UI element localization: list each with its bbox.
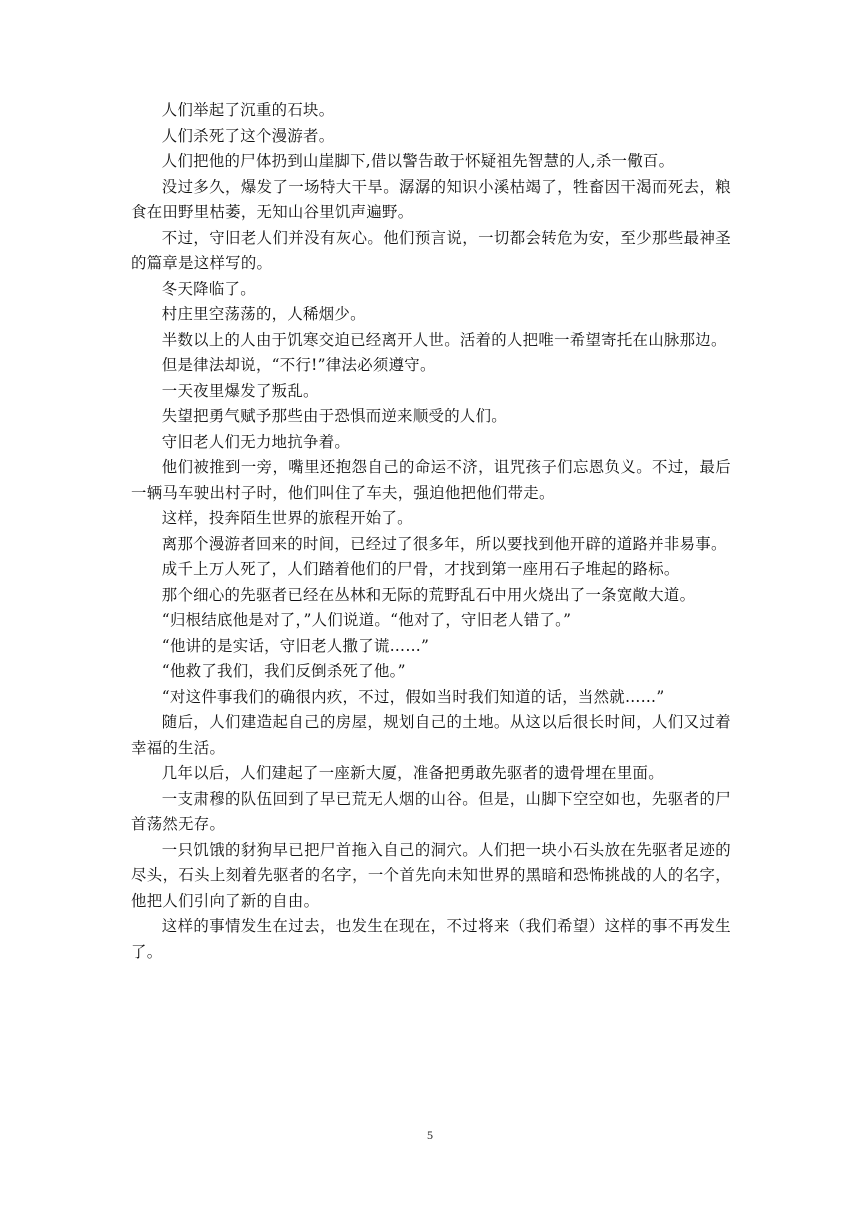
paragraph: 不过，守旧老人们并没有灰心。他们预言说，一切都会转危为安，至少那些最神圣的篇章是这样写的。 [131, 228, 731, 272]
paragraph: 几年以后，人们建起了一座新大厦，准备把勇敢先驱者的遗骨埋在里面。 [161, 764, 664, 782]
page-number: 5 [427, 1128, 433, 1142]
paragraph: 他们被推到一旁，嘴里还抱怨自己的命运不济，诅咒孩子们忘恩负义。不过，最后一辆马车驶出村子时，他们叫住了车夫，强迫他把他们带走。 [131, 458, 731, 502]
paragraph: 一支肃穆的队伍回到了早已荒无人烟的山谷。但是，山脚下空空如也，先驱者的尸首荡然无存。 [131, 789, 731, 833]
paragraph: 离那个漫游者回来的时间，已经过了很多年，所以要找到他开辟的道路并非易事。 [161, 534, 727, 553]
page-body [131, 98, 731, 965]
paragraph: 那个细心的先驱者已经在丛林和无际的荒野乱石中用火烧出了一条宽敞大道。 [161, 585, 696, 604]
paragraph: 村庄里空荡荡的，人稀烟少。 [161, 305, 366, 323]
paragraph: 没过多久，爆发了一场特大干旱。潺潺的知识小溪枯竭了，牲畜因干渴而死去，粮食在田野里枯萎，无知山谷里饥声遍野。 [131, 177, 731, 221]
paragraph: 但是律法却说，“不行!”律法必须遵守。 [161, 356, 436, 374]
paragraph: 冬天降临了。 [161, 279, 256, 298]
paragraph: 这样，投奔陌生世界的旅程开始了。 [161, 509, 413, 527]
dialogue-line: “归根结底他是对了，”人们说道。“他对了，守旧老人错了。” [161, 611, 572, 629]
paragraph: 一天夜里爆发了叛乱。 [161, 381, 319, 400]
dialogue-line: “他讲的是实话，守旧老人撒了谎……” [161, 636, 430, 655]
paragraph: 人们杀死了这个漫游者。 [161, 126, 335, 145]
paragraph: 人们举起了沉重的石块。 [161, 101, 335, 119]
paragraph: 半数以上的人由于饥寒交迫已经离开人世。活着的人把唯一希望寄托在山脉那边。 [161, 330, 727, 349]
dialogue-line: “对这件事我们的确很内疚，不过，假如当时我们知道的话，当然就……” [161, 687, 665, 706]
paragraph: 成千上万人死了，人们踏着他们的尸骨，才找到第一座用石子堆起的路标。 [161, 560, 680, 578]
paragraph: 这样的事情发生在过去，也发生在现在，不过将来（我们希望）这样的事不再发生了。 [131, 917, 731, 961]
paragraph: 随后，人们建造起自己的房屋，规划自己的土地。从这以后很长时间，人们又过着幸福的生活。 [131, 713, 731, 757]
paragraph: 失望把勇气赋予那些由于恐惧而逆来顺受的人们。 [161, 407, 507, 425]
paragraph: 人们把他的尸体扔到山崖脚下,借以警告敢于怀疑祖先智慧的人,杀一儆百。 [161, 152, 675, 170]
paragraph: 守旧老人们无力地抗争着。 [161, 432, 351, 451]
dialogue-line: “他救了我们，我们反倒杀死了他。” [161, 662, 406, 680]
paragraph: 一只饥饿的豺狗早已把尸首拖入自己的洞穴。人们把一块小石头放在先驱者足迹的尽头，石头上刻着先驱者的名字，一个首先向未知世界的黑暗和恐怖挑战的人的名字，他把人们引向了新的自由。 [131, 840, 731, 910]
